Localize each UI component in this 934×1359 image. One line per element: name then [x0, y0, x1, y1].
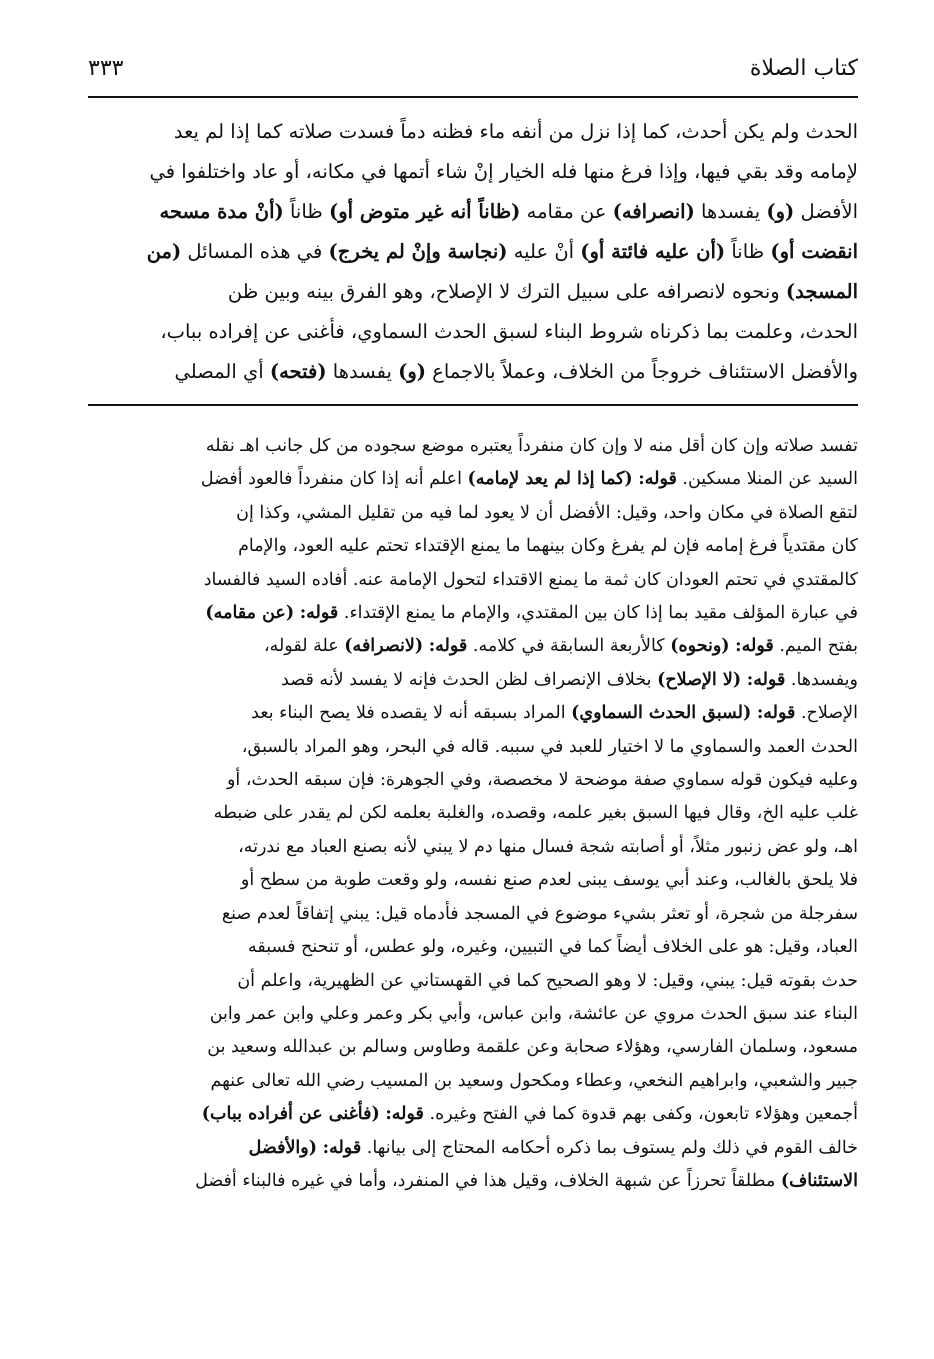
bold-lemma: قوله: — [299, 603, 339, 624]
bold-lemma: (من — [146, 240, 182, 263]
page-number: ٣٣٣ — [88, 55, 124, 81]
bold-lemma: قوله: — [322, 1137, 362, 1158]
commentary-line: ويفسدها. قوله: (لا الإصلاح) بخلاف الإنصراف لظن الحدث فإنه لا يفسد لأنه قصد — [281, 669, 858, 690]
commentary-line: البناء عند سبق الحدث مروي عن عائشة، وابن عباس، وأبي بكر وعمر وعلي وابن عمر وابن — [209, 1003, 858, 1024]
main-text-line: لإمامه وقد بقي فيها، وإذا فرغ منها فله الخيار إنْ شاء أتمها في مكانه، أو عاد واختلفوا في — [149, 160, 858, 183]
commentary-line: لتقع الصلاة في مكان واحد، وقيل: الأفضل أن لا يعود لما فيه من تقليل المشي، وكذا إن — [236, 502, 858, 523]
bold-lemma: (فأغنى عن أفراده بباب) — [201, 1104, 380, 1125]
commentary-line: خالف القوم في ذلك ولم يستوف بما ذكره أحكامه المحتاج إلى بيانها. قوله: (والأفضل — [248, 1137, 858, 1158]
header-rule — [88, 96, 858, 98]
bold-lemma: (ونحوه) — [670, 636, 730, 657]
main-text-line: انقضت أو) ظاناً (أن عليه فائتة أو) أنْ عليه (نجاسة وإنْ لم يخرج) في هذه المسائل (من — [146, 240, 858, 263]
commentary-line: حدث بقوته قيل: يبني، وقيل: لا وهو الصحيح كما في القهستاني عن الظهيرية، واعلم أن — [237, 970, 858, 991]
bold-lemma: قوله: — [756, 703, 796, 724]
commentary-line: جبير والشعبي، وابراهيم النخعي، وعطاء ومكحول وسعيد بن المسيب رضي الله تعالى عنهم — [210, 1070, 858, 1091]
commentary-line: السيد عن المنلا مسكين. قوله: (كما إذا لم يعد لإمامه) اعلم أنه إذا كان منفرداً فالعود أفضل — [200, 469, 858, 490]
bold-lemma: قوله: — [746, 669, 786, 690]
bold-lemma: (انصرافه) — [612, 200, 695, 223]
commentary-line: بفتح الميم. قوله: (ونحوه) كالأربعة السابقة في كلامه. قوله: (لانصرافه) علة لقوله، — [263, 636, 858, 657]
commentary-line: كالمقتدي في تحتم العودان كان ثمة ما يمنع الاقتداء لتحول الإمامة عنه. أفاده السيد فالفساد — [203, 569, 858, 590]
bold-lemma: الاستئناف) — [780, 1170, 858, 1191]
book-page — [88, 0, 858, 1359]
main-text-line: الحدث ولم يكن أحدث، كما إذا نزل من أنفه ماء فظنه دماً فسدت صلاته كما إذا لم يعد — [173, 120, 858, 143]
bold-lemma: انقضت أو) — [770, 240, 858, 263]
commentary-line: في عبارة المؤلف مقيد بما إذا كان بين المقتدي، والإمام ما يمنع الإقتداء. قوله: (عن مقامه) — [205, 603, 858, 624]
main-text-line: الأفضل (و) يفسدها (انصرافه) عن مقامه (ظاناً أنه غير متوض أو) ظاناً (أنْ مدة مسحه — [159, 200, 858, 223]
main-text-block — [88, 112, 858, 392]
commentary-line: مسعود، وسلمان الفارسي، وهؤلاء صحابة وعن علقمة وطاوس وسالم بن عبدالله وسعيد بن — [207, 1037, 858, 1058]
chapter-title: كتاب الصلاة — [749, 55, 858, 81]
commentary-separator-rule — [88, 404, 858, 406]
commentary-line: فلا يلحق بالغالب، وعند أبي يوسف يبنى لعدم صنع نفسه، ولو وقعت طوبة من سطح أو — [240, 870, 858, 891]
commentary-line: اهـ، ولو عض زنبور مثلاً، أو أصابته شجة فسال منها دم لا يبني لأنه بصنع العباد مع ندرته، — [238, 836, 858, 857]
bold-lemma: المسجد) — [785, 280, 858, 303]
bold-lemma: (و) — [766, 200, 795, 223]
bold-lemma: (ظاناً أنه غير متوض أو) — [329, 200, 521, 223]
main-text-line: الحدث، وعلمت بما ذكرناه شروط البناء لسبق الحدث السماوي، فأغنى عن إفراده بباب، — [160, 320, 858, 343]
commentary-block — [88, 430, 858, 1198]
commentary-line: تفسد صلاته وإن كان أقل منه لا وإن كان منفرداً يعتبره موضع سجوده من كل جانب اهـ نقله — [205, 436, 858, 456]
commentary-line: الإصلاح. قوله: (لسبق الحدث السماوي) المراد بسبقه أنه لا يقصده فلا يصح البناء بعد — [251, 703, 858, 724]
commentary-line: العباد، وقيل: هو على الخلاف أيضاً كما في التبيين، وغيره، ولو عطس، أو تنحنح فسبقه — [247, 937, 858, 958]
main-text-line: المسجد) ونحوه لانصرافه على سبيل الترك لا الإصلاح، وهو الفرق بينه وبين ظن — [227, 280, 858, 303]
bold-lemma: (و) — [398, 360, 426, 383]
bold-lemma: (أن عليه فائتة أو) — [580, 240, 726, 263]
bold-lemma: (لانصرافه) — [344, 636, 424, 657]
running-header — [88, 48, 858, 88]
bold-lemma: (عن مقامه) — [205, 603, 295, 624]
commentary-line: غلب عليه الخ، وقال فيها السبق بغير علمه، وقصده، والغلبة بعلمه لكن لم يقدر على ضبطه — [213, 803, 858, 824]
commentary-line: أجمعين وهؤلاء تابعون، وكفى بهم قدوة كما في الفتح وغيره. قوله: (فأغنى عن أفراده بباب) — [201, 1104, 858, 1125]
bold-lemma: (فتحه) — [269, 360, 327, 383]
commentary-line: الاستئناف) مطلقاً تحرزاً عن شبهة الخلاف، وقيل هذا في المنفرد، وأما في غيره فالبناء أفضل — [195, 1170, 858, 1191]
commentary-line: سفرجلة من شجرة، أو تعثر بشيء موضوع في المسجد فأدماه قيل: يبني إتفاقاً لعدم صنع — [221, 903, 858, 924]
commentary-line: الحدث العمد والسماوي ما لا اختيار للعبد في سببه. قاله في البحر، وهو المراد بالسبق، — [241, 736, 858, 757]
main-text-line: والأفضل الاستئناف خروجاً من الخلاف، وعملاً بالاجماع (و) يفسدها (فتحه) أي المصلي — [174, 360, 858, 383]
bold-lemma: قوله: — [385, 1104, 424, 1125]
commentary-line: كان مقتدياً فرغ إمامه فإن لم يفرغ وكان بينهما ما يمنع الإقتداء تحتم عليه العود، والإمام — [238, 536, 858, 557]
bold-lemma: (نجاسة وإنْ لم يخرج) — [328, 240, 508, 263]
bold-lemma: قوله: — [638, 469, 677, 490]
bold-lemma: قوله: — [428, 636, 468, 657]
bold-lemma: (لا الإصلاح) — [657, 669, 742, 690]
bold-lemma: (والأفضل — [248, 1137, 318, 1158]
commentary-line: وعليه فيكون قوله سماوي صفة موضحة لا مخصصة، وفي الجوهرة: فإن سبقه الحدث، أو — [226, 770, 858, 791]
bold-lemma: (لسبق الحدث السماوي) — [571, 703, 752, 724]
bold-lemma: (أنْ مدة مسحه — [159, 200, 284, 223]
bold-lemma: قوله: — [735, 636, 774, 657]
bold-lemma: (كما إذا لم يعد لإمامه) — [467, 469, 633, 490]
